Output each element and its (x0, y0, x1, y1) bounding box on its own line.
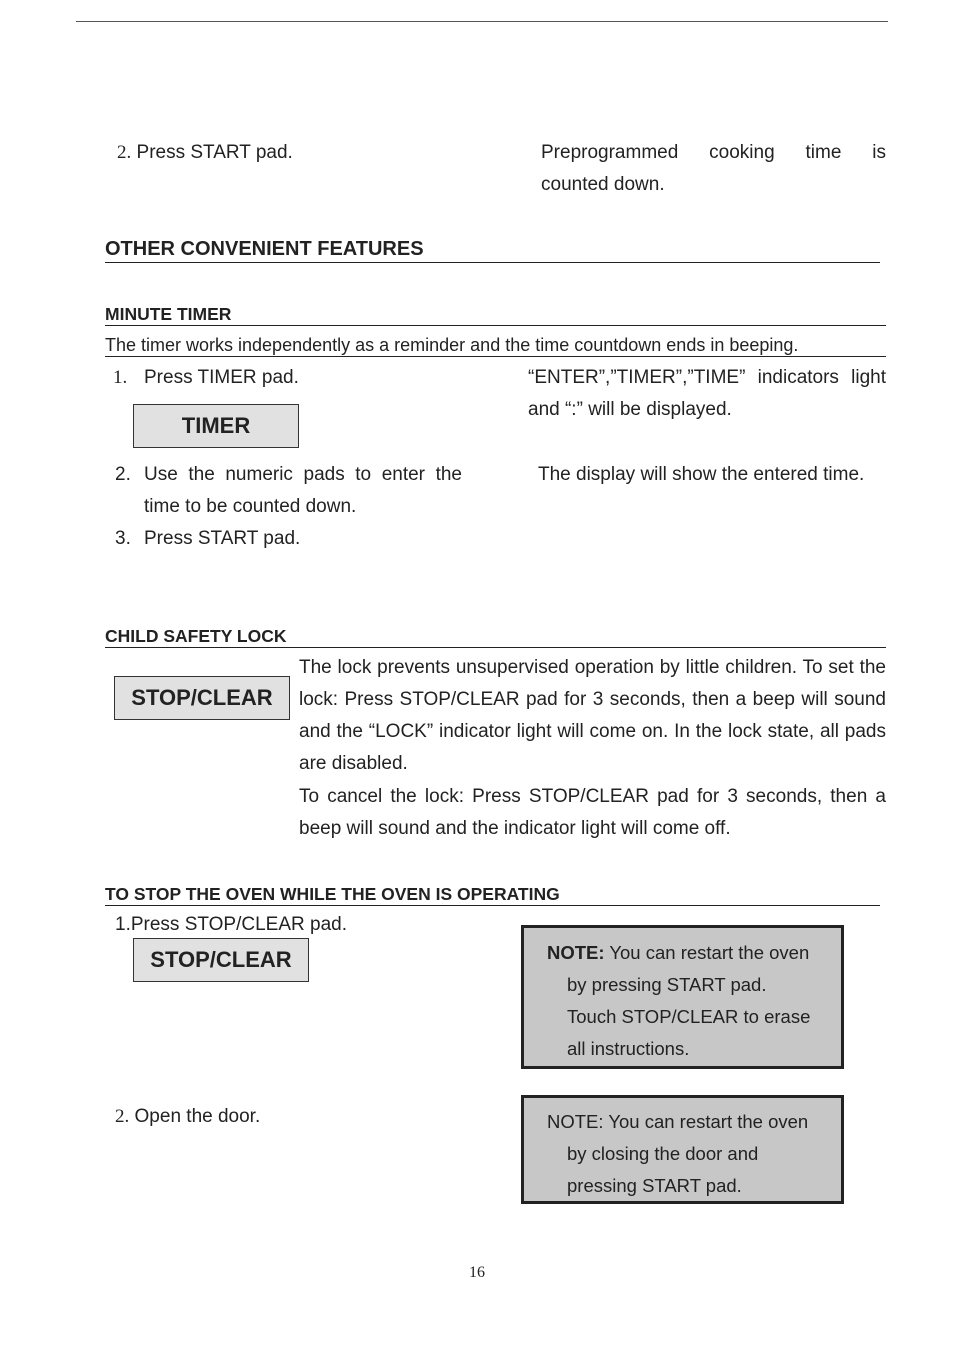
note-label: NOTE: (547, 942, 605, 963)
step-number: 1. (115, 914, 131, 935)
child-lock-stop-clear-pad: STOP/CLEAR (114, 676, 290, 720)
step-number: 2. (115, 1106, 130, 1127)
note-line-2: by pressing START pad. (567, 974, 767, 995)
note-text: You can restart the oven (604, 942, 810, 963)
timer-step-1 (113, 362, 127, 394)
section-heading-other-features: OTHER CONVENIENT FEATURES (105, 236, 880, 263)
timer-step-2-line2: time to be counted down. (144, 496, 357, 517)
stop-step-2 (115, 1101, 260, 1133)
timer-step-1-result-line2: and “:” will be displayed. (528, 399, 732, 420)
top-step-2-result-line2: counted down. (541, 174, 665, 195)
timer-pad-button: TIMER (133, 404, 299, 448)
minute-timer-intro: The timer works independently as a reminder and the time countdown ends in beeping. (105, 334, 886, 357)
child-lock-paragraph-2: To cancel the lock: Press STOP/CLEAR pad for 3 seconds, then a beep will sound and the indicator light will come off. (299, 786, 886, 839)
note-line-3: Touch STOP/CLEAR to erase (567, 1006, 811, 1027)
note-box-restart-door (521, 1095, 844, 1204)
timer-step-3-number: 3. (115, 528, 131, 549)
timer-step-2-number: 2. (115, 464, 131, 485)
note-line-1 (547, 937, 841, 969)
timer-step-2-line1: Use the numeric pads to enter the (144, 464, 462, 485)
step-number: 1. (113, 367, 128, 388)
top-rule (76, 21, 888, 22)
stop-oven-stop-clear-pad: STOP/CLEAR (133, 938, 309, 982)
child-lock-paragraph-1: The lock prevents unsupervised operation by little children. To set the lock: Press STOP/CLEAR pad for 3 seconds, then a beep will sound and the “LOCK” indicator light will come on. In the lock state, all pads are disabled. (299, 657, 886, 774)
note-box-restart-start (521, 925, 844, 1069)
top-step-2-result-line1: Preprogrammed cooking time is (541, 142, 886, 163)
note-line-2: by closing the door and (567, 1143, 759, 1164)
timer-step-1-text: Press TIMER pad. (144, 367, 299, 388)
subheading-minute-timer: MINUTE TIMER (105, 303, 886, 326)
timer-step-1-result-line1: “ENTER”,”TIMER”,”TIME” indicators light (528, 367, 886, 388)
timer-step-3-text: Press START pad. (144, 528, 301, 549)
step-text: Press STOP/CLEAR pad. (130, 914, 347, 935)
page-number: 16 (469, 1264, 485, 1281)
timer-step-2-result: The display will show the entered time. (538, 464, 865, 485)
subheading-child-safety-lock: CHILD SAFETY LOCK (105, 625, 886, 648)
step-number: 2. (117, 142, 132, 163)
subheading-stop-oven: TO STOP THE OVEN WHILE THE OVEN IS OPERATING (105, 883, 880, 906)
step-text: Open the door. (134, 1106, 261, 1127)
note-line-1: NOTE: You can restart the oven (547, 1111, 809, 1132)
top-step-2 (117, 137, 293, 169)
stop-step-1 (115, 909, 347, 941)
step-text: Press START pad. (136, 142, 293, 163)
note-line-4: all instructions. (567, 1038, 690, 1059)
note-line-3: pressing START pad. (567, 1175, 742, 1196)
